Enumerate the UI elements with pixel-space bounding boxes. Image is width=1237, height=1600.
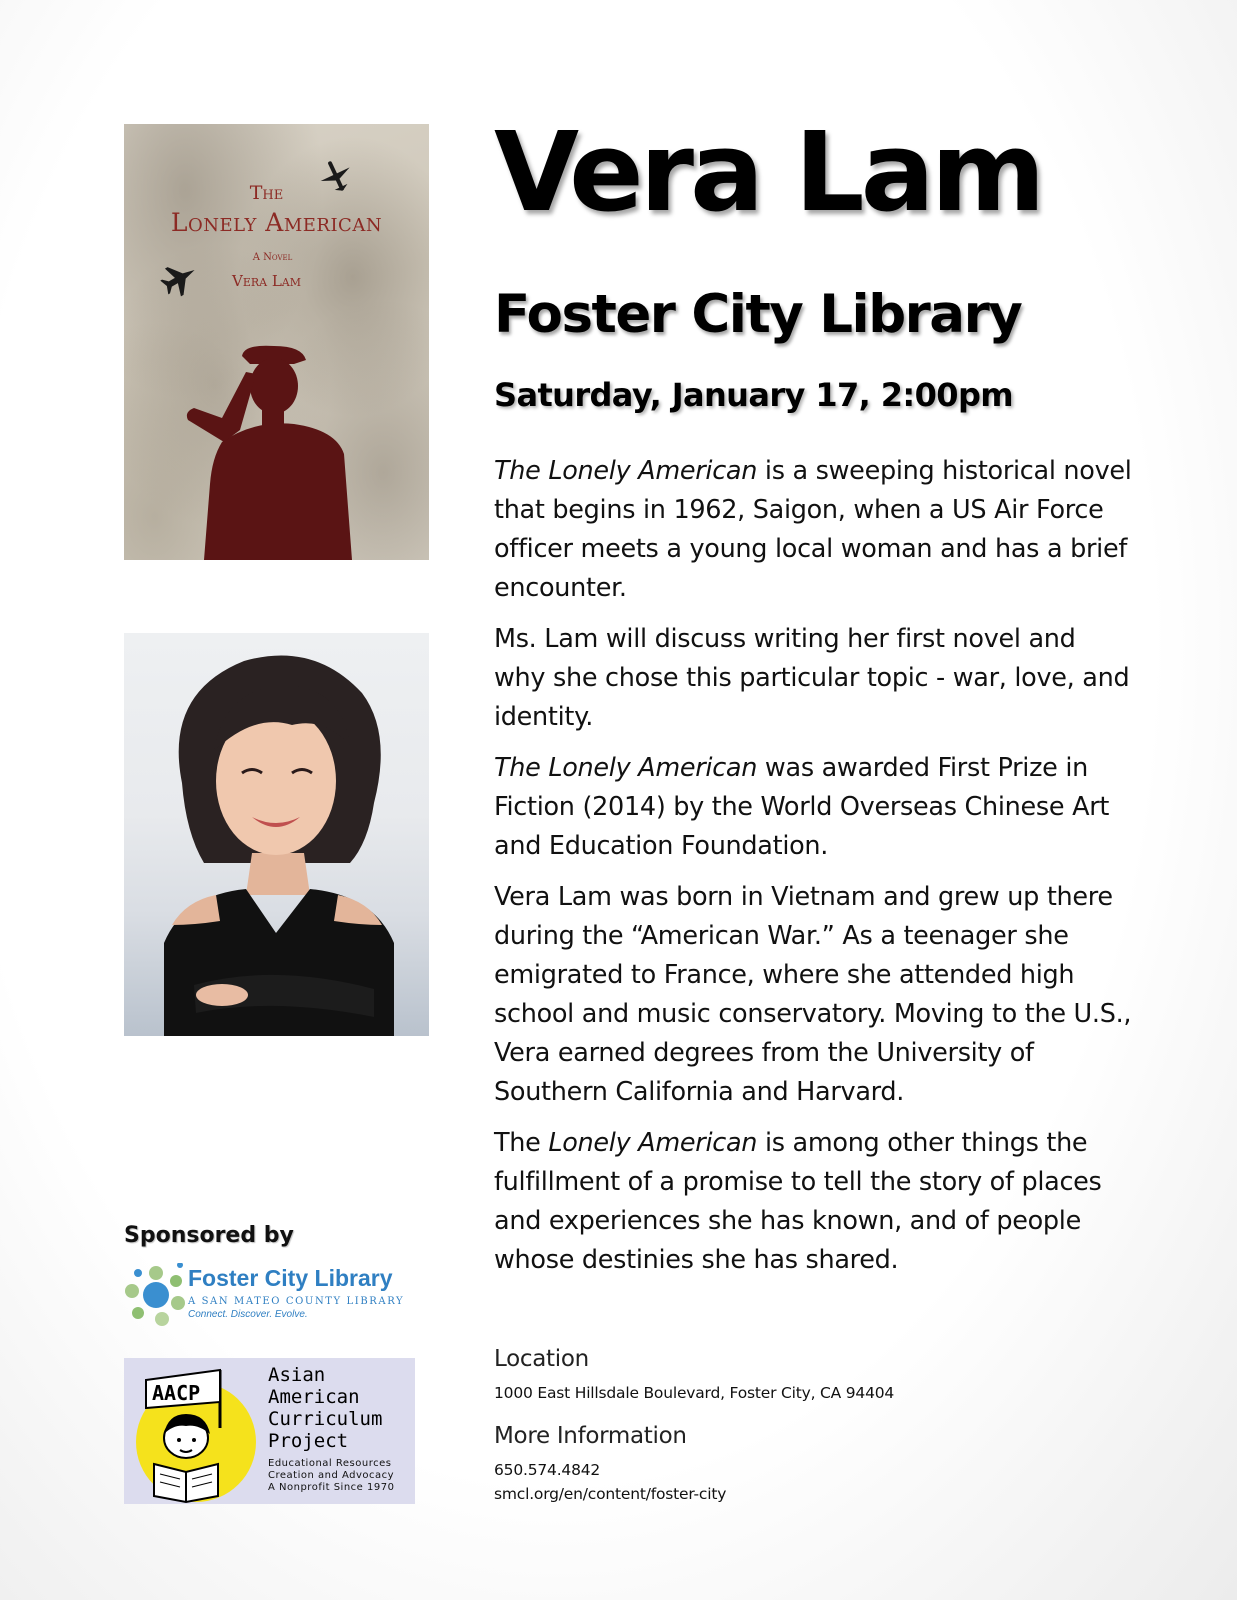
book-title-italic: The Lonely American xyxy=(494,456,758,486)
event-date-heading: Saturday, January 17, 2:00pm xyxy=(494,376,1013,414)
location-heading: Location xyxy=(494,1346,589,1372)
more-info-heading: More Information xyxy=(494,1423,687,1449)
aacp-logo xyxy=(124,1358,415,1504)
cover-title: Lonely American xyxy=(170,208,383,237)
aacp-name-line: Asian xyxy=(268,1364,326,1386)
author-photo xyxy=(124,633,429,1036)
aacp-name-line: Project xyxy=(268,1430,349,1452)
aacp-subtitle xyxy=(268,1458,394,1494)
phone-number: 650.574.4842 xyxy=(494,1461,601,1479)
aacp-sub-line: Creation and Advocacy xyxy=(268,1470,395,1481)
book-title-italic: Lonely American xyxy=(548,1128,758,1158)
foster-city-library-logo xyxy=(124,1263,434,1328)
cover-the-text: The xyxy=(249,182,284,204)
fcl-subtitle: A SAN MATEO COUNTY LIBRARY xyxy=(188,1296,405,1307)
location-address: 1000 East Hillsdale Boulevard, Foster City, CA 94404 xyxy=(494,1384,895,1402)
author-name-heading: Vera Lam xyxy=(494,108,1042,236)
book-cover xyxy=(124,124,429,560)
aacp-flag-text: AACP xyxy=(152,1381,201,1405)
description-paragraph: Vera Lam was born in Vietnam and grew up there during the “American War.” As a teenager she emigrated to France, where she attended high school and music conservatory. Moving to the U.S., Vera earned degrees from the University of Southern California and Harvard. xyxy=(494,882,1132,1107)
author-portrait-illustration xyxy=(124,633,429,1036)
aacp-name xyxy=(268,1364,382,1452)
cover-author: Vera Lam xyxy=(231,272,302,290)
description-paragraph: Ms. Lam will discuss writing her first novel and why she chose this particular topic - war, love, and identity. xyxy=(494,624,1130,732)
soldier-silhouette xyxy=(187,346,352,560)
paragraph-text: The xyxy=(494,1128,549,1158)
cover-subtitle: A Novel xyxy=(252,252,293,263)
fcl-name: Foster City Library xyxy=(188,1265,393,1291)
description-paragraph xyxy=(494,749,1134,866)
fcl-tagline: Connect. Discover. Evolve. xyxy=(188,1309,308,1320)
paragraph-text: was awarded First Prize in Fiction (2014) by the World Overseas Chinese Art and Education Foundation. xyxy=(494,753,1110,861)
venue-heading: Foster City Library xyxy=(494,284,1022,345)
aacp-reader-icon xyxy=(124,1358,270,1504)
book-title-italic: The Lonely American xyxy=(494,753,758,783)
paragraph-text: is a sweeping historical novel that begins in 1962, Saigon, when a US Air Force officer meets a young local woman and has a brief encounter. xyxy=(494,456,1132,603)
sponsored-by-label: Sponsored by xyxy=(124,1223,294,1248)
aacp-sub-line: Educational Resources xyxy=(268,1458,392,1469)
description-paragraph xyxy=(494,452,1134,608)
description-paragraph xyxy=(494,1124,1134,1280)
paragraph-text: is among other things the fulfillment of a promise to tell the story of places and experiences she has known, and of people whose destinies she has shared. xyxy=(494,1128,1102,1275)
event-description xyxy=(494,452,1134,1292)
aacp-sub-line: A Nonprofit Since 1970 xyxy=(268,1482,395,1493)
website-url: smcl.org/en/content/foster-city xyxy=(494,1485,727,1503)
aacp-name-line: Curriculum xyxy=(268,1408,383,1430)
fcl-dots-icon xyxy=(124,1263,188,1327)
aacp-name-line: American xyxy=(268,1386,360,1408)
